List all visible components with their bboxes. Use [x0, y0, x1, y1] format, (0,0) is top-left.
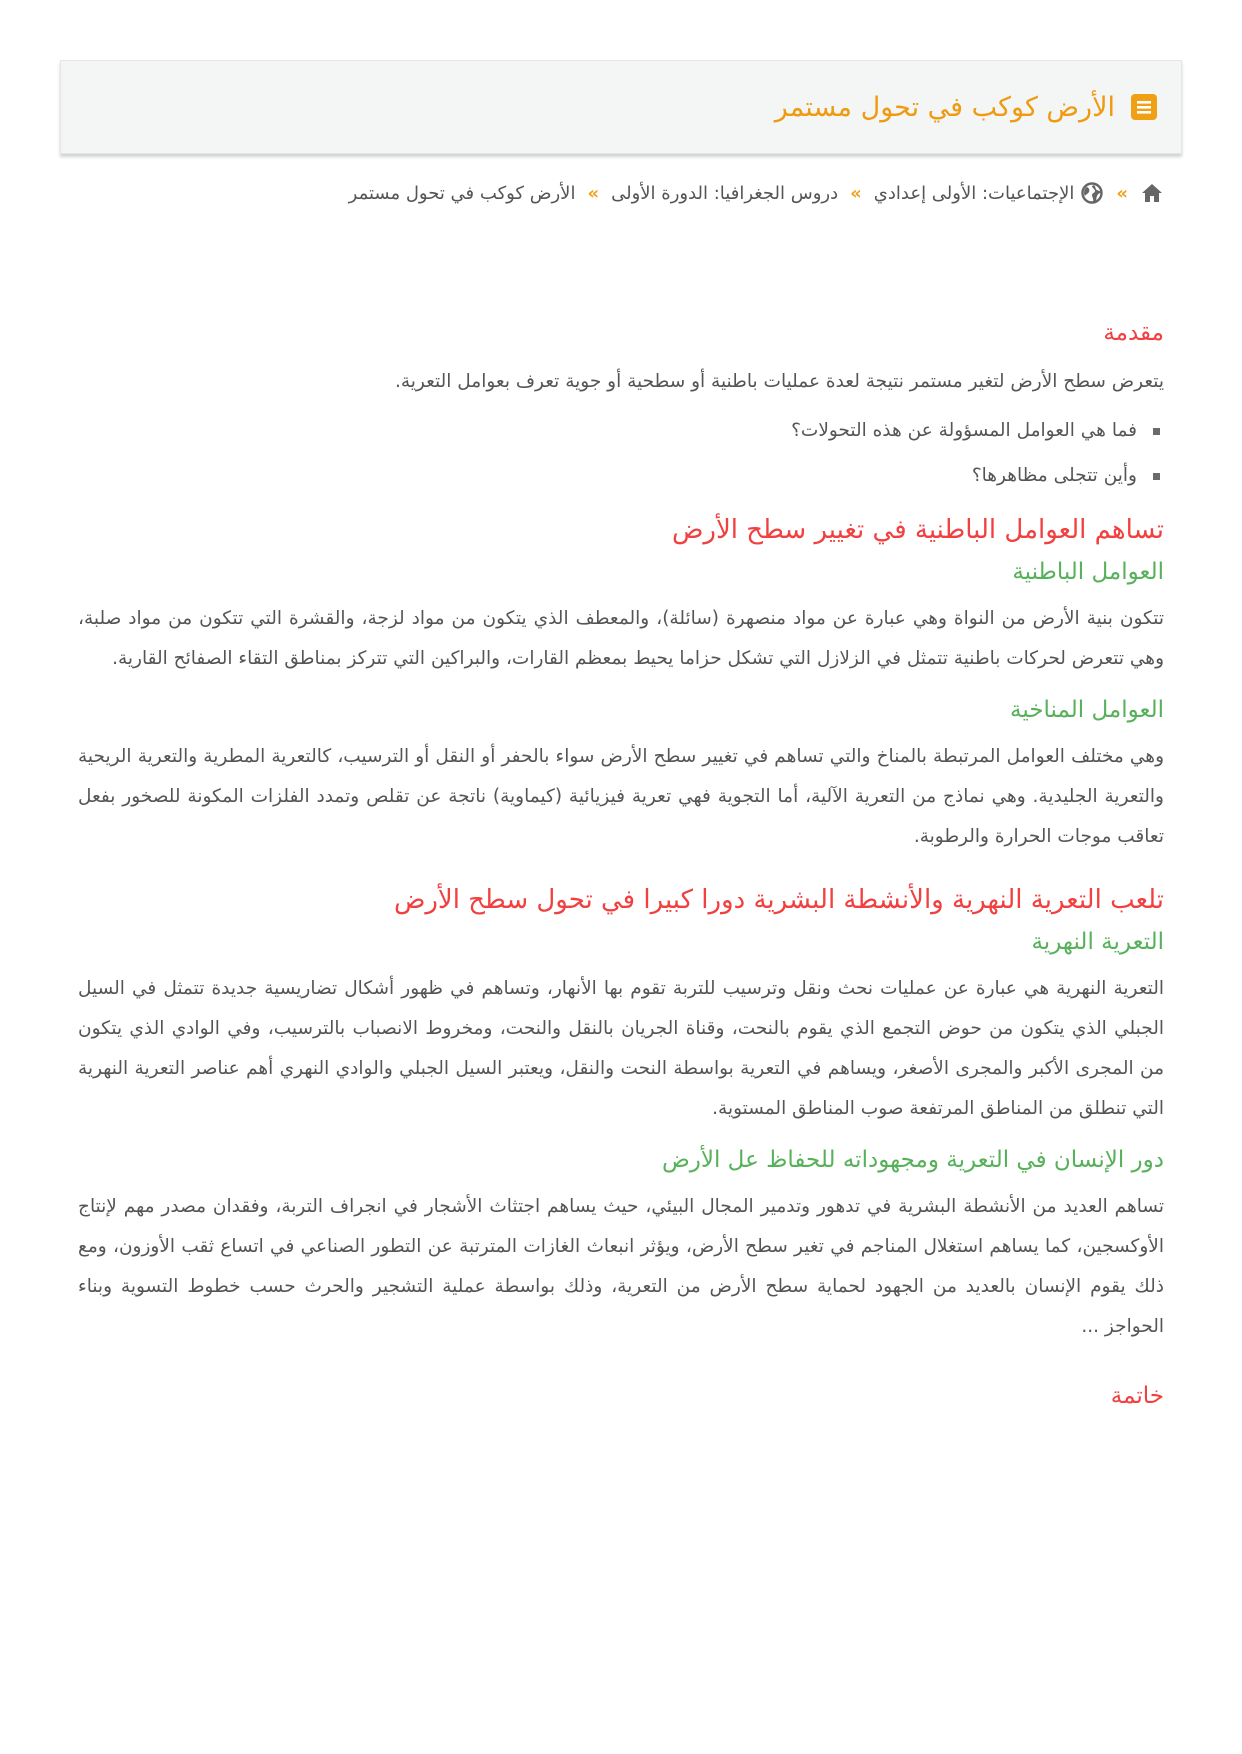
section2-sub1-paragraph: التعرية النهرية هي عبارة عن عمليات نحث ونقل وترسيب للتربة تقوم بها الأنهار، وتساهم في ظهور أشكال تضاريسية جديدة تتمثل في السيل الجبلي الذي يتكون من حوض التجمع الذي يقوم بالنحت، وقناة الجريان بالنقل والنحت، ومخروط الانصباب بالترسيب، وفي الوادي الذي يتكون من المجرى الأكبر والمجرى الأصغر، ويساهم في التعرية بواسطة النحت والنقل، ويعتبر السيل الجبلي والوادي النهري أهم عناصر التعرية النهرية التي تنطلق من المناطق المرتفعة صوب المناطق المستوية. [78, 978, 1164, 1119]
section2-sub2-paragraph: تساهم العديد من الأنشطة البشرية في تدهور وتدمير المجال البيئي، حيث يساهم اجتثاث الأشجار في انجراف التربة، وفقدان مصدر مهم لإنتاج الأوكسجين، كما يساهم استغلال المناجم في تغير سطح الأرض، ويؤثر انبعاث الغازات المترتبة عن التطور الصناعي في اتساع ثقب الأوزون، ومع ذلك يقوم الإنسان بالعديد من الجهود لحماية سطح الأرض من التعرية، وذلك بواسطة عملية التشجير والحرث حسب خطوط التسوية وبناء الحواجز ... [78, 1196, 1164, 1337]
breadcrumb-item-current: الأرض كوكب في تحول مستمر [348, 182, 576, 204]
intro-paragraph: يتعرض سطح الأرض لتغير مستمر نتيجة لعدة عمليات باطنية أو سطحية أو جوية تعرف بعوامل التعرية. [394, 371, 1164, 392]
section1-sub2-paragraph: وهي مختلف العوامل المرتبطة بالمناخ والتي تساهم في تغيير سطح الأرض سواء بالحفر أو النقل أو الترسيب، كالتعرية المطرية والتعرية الريحية والتعرية الجليدية. وهي نماذج من التعرية الآلية، أما التجوية فهي تعرية فيزيائية (كيماوية) ناتجة عن تقلص وتمدد الفلزات المكونة للصخور بفعل تعاقب موجات الحرارة والرطوبة. [78, 746, 1164, 847]
bullet-square-icon [1153, 473, 1160, 480]
breadcrumb-separator: » [587, 182, 600, 204]
section2-sub1-heading: التعرية النهرية [1031, 929, 1164, 955]
section1-sub1-paragraph: تتكون بنية الأرض من النواة وهي عبارة عن مواد منصهرة (سائلة)، والمعطف الذي يتكون من مواد لزجة، والقشرة التي تتكون من مواد صلبة، وهي تتعرض لحركات باطنية تتمثل في الزلازل التي تشكل حزاما يحيط بمعظم القارات، والبراكين التي تتركز بمناطق التقاء الصفائح القارية. [78, 608, 1164, 669]
breadcrumb [60, 178, 1182, 208]
section1-sub1-heading: العوامل الباطنية [1012, 559, 1164, 585]
question-text: وأين تتجلى مظاهرها؟ [971, 465, 1137, 486]
question-text: فما هي العوامل المسؤولة عن هذه التحولات؟ [791, 420, 1137, 441]
article-content [60, 320, 1182, 1409]
intro-heading: مقدمة [1103, 320, 1164, 346]
document-list-icon [1129, 92, 1159, 122]
list-item [78, 461, 1164, 491]
conclusion-heading: خاتمة [1110, 1383, 1164, 1409]
title-bar [60, 60, 1182, 154]
globe-icon [1080, 181, 1104, 205]
home-icon[interactable] [1140, 181, 1164, 205]
section2-sub2-heading: دور الإنسان في التعرية ومجهوداته للحفاظ عل الأرض [661, 1147, 1164, 1173]
breadcrumb-separator: » [850, 182, 862, 204]
section2-heading: تلعب التعرية النهرية والأنشطة البشرية دورا كبيرا في تحول سطح الأرض [393, 885, 1164, 915]
bullet-square-icon [1153, 428, 1160, 435]
breadcrumb-separator: » [1116, 182, 1128, 204]
page-title: الأرض كوكب في تحول مستمر [774, 91, 1115, 123]
list-item [78, 416, 1164, 446]
page [60, 60, 1182, 1409]
question-list [78, 416, 1164, 491]
breadcrumb-item-geography-lessons[interactable]: دروس الجغرافيا: الدورة الأولى [611, 182, 839, 204]
breadcrumb-item-social-studies[interactable]: الإجتماعيات: الأولى إعدادي [873, 182, 1075, 204]
section1-sub2-heading: العوامل المناخية [1010, 697, 1164, 723]
section1-heading: تساهم العوامل الباطنية في تغيير سطح الأرض [671, 515, 1164, 545]
